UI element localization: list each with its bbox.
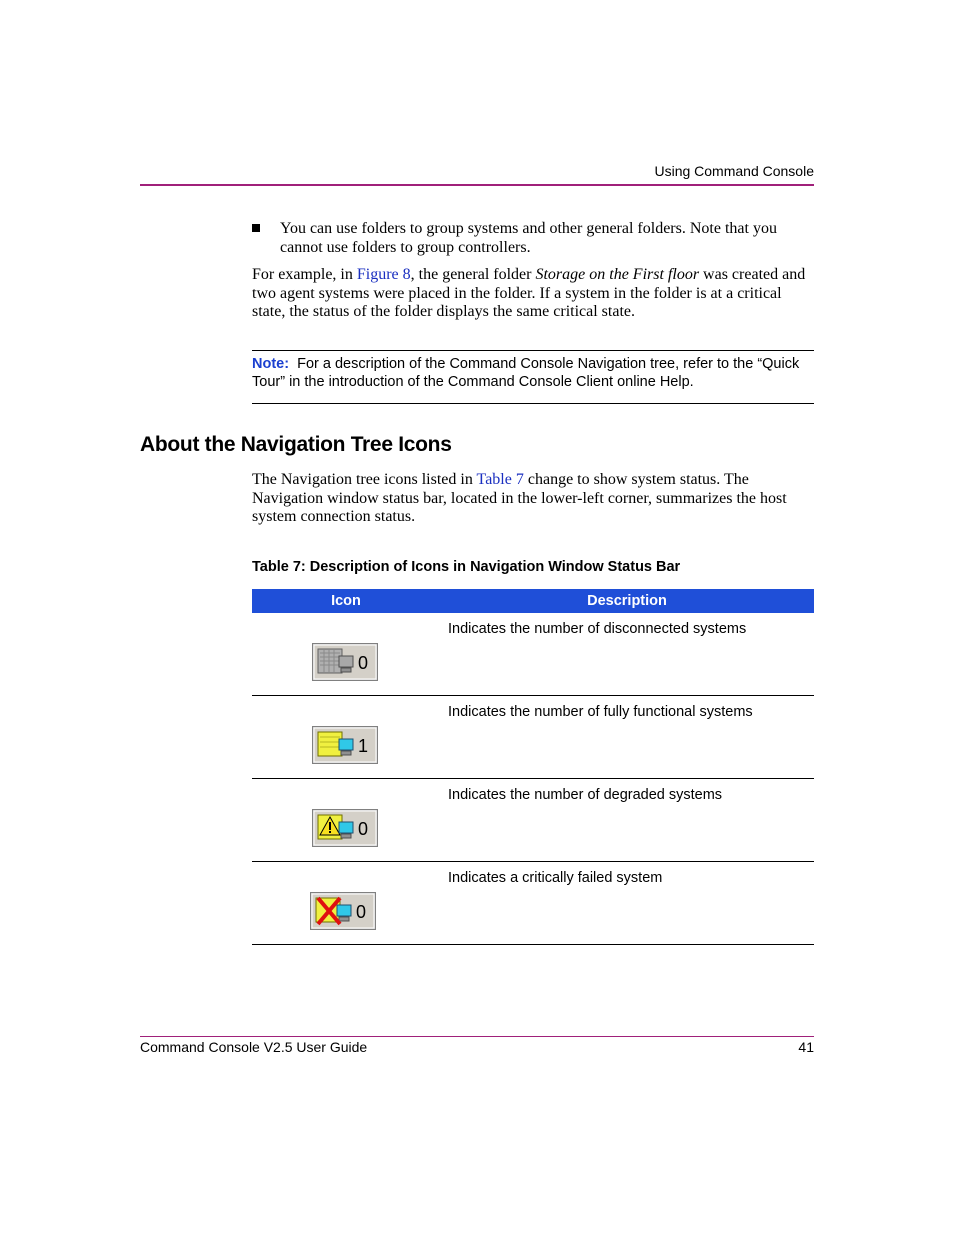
running-header: Using Command Console bbox=[654, 163, 814, 179]
note-text: For a description of the Command Console Navigation tree, refer to the “Quick Tour” in the introduction of the Command Console Client online Help. bbox=[252, 356, 800, 390]
example-text-pre: For example, in bbox=[252, 266, 357, 283]
bullet-text: You can use folders to group systems and other general folders. Note that you cannot use folders to group controllers. bbox=[280, 220, 777, 256]
example-text-mid: , the general folder bbox=[410, 266, 536, 283]
disconnected-systems-icon bbox=[312, 643, 378, 681]
bullet-square-icon bbox=[252, 224, 260, 232]
intro-text-pre: The Navigation tree icons listed in bbox=[252, 471, 477, 488]
figure-8-link[interactable]: Figure 8 bbox=[356, 266, 411, 283]
section-heading: About the Navigation Tree Icons bbox=[140, 433, 452, 456]
icon-count: 0 bbox=[358, 819, 369, 839]
row-description: Indicates the number of degraded systems bbox=[448, 787, 723, 803]
page-number: 41 bbox=[798, 1039, 814, 1055]
degraded-systems-icon bbox=[312, 809, 378, 847]
row-description: Indicates the number of disconnected systems bbox=[448, 621, 747, 637]
footer-rule bbox=[140, 1036, 814, 1037]
functional-systems-icon bbox=[312, 726, 378, 764]
icon-count: 0 bbox=[356, 902, 367, 922]
row-description: Indicates a critically failed system bbox=[448, 870, 663, 886]
example-text-post: was created and two agent systems were placed in the folder. If a system in the folder is at a critical state, the status of the folder displays the same critical state. bbox=[252, 266, 806, 320]
intro-paragraph bbox=[252, 471, 814, 527]
icons-table bbox=[252, 589, 814, 945]
header-description: Description bbox=[587, 593, 667, 609]
table-caption: Table 7: Description of Icons in Navigation Window Status Bar bbox=[252, 559, 681, 575]
note bbox=[252, 356, 814, 391]
example-paragraph bbox=[252, 266, 814, 322]
table-7-link[interactable]: Table 7 bbox=[476, 471, 524, 488]
table-row bbox=[252, 862, 814, 945]
folder-name: Storage on the First floor bbox=[535, 266, 700, 283]
table-row bbox=[252, 613, 814, 696]
table-row bbox=[252, 696, 814, 779]
intro-text-post: change to show system status. The Navigation window status bar, located in the lower-left corner, summarizes the host system connection status. bbox=[252, 471, 787, 525]
note-label: Note: bbox=[252, 356, 290, 372]
bullet-item bbox=[252, 219, 814, 257]
header-rule bbox=[140, 184, 814, 186]
icon-count: 0 bbox=[358, 653, 369, 673]
header-icon: Icon bbox=[331, 593, 361, 609]
failed-system-icon bbox=[310, 892, 376, 930]
table-header bbox=[252, 589, 814, 613]
table-row bbox=[252, 779, 814, 862]
icon-count: 1 bbox=[358, 736, 369, 756]
note-bottom-rule bbox=[252, 403, 814, 404]
footer-guide-title: Command Console V2.5 User Guide bbox=[140, 1039, 368, 1055]
note-top-rule bbox=[252, 350, 814, 351]
row-description: Indicates the number of fully functional systems bbox=[448, 704, 753, 720]
